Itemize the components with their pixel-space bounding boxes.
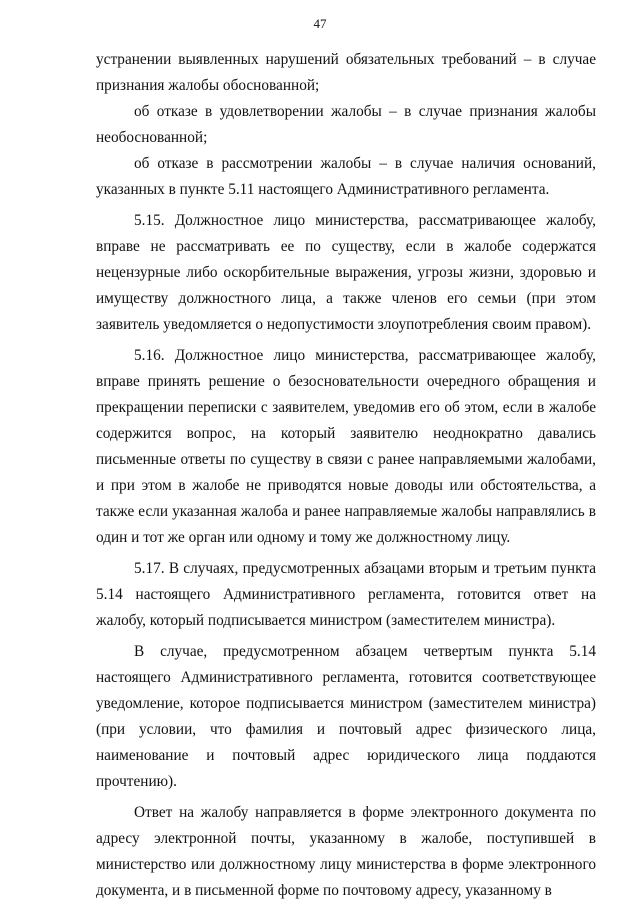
page-number: 47 — [313, 16, 327, 31]
paragraph-notification: В случае, предусмотренном абзацем четвертым пункта 5.14 настоящего Административного регламента, готовится соответствующее уведомление, которое подписывается министром (заместителем министра) (при условии, что фамилия и почтовый адрес физического лица, наименование и почтовый адрес юридического лица поддаются прочтению). — [96, 643, 596, 790]
paragraph-5-16: 5.16. Должностное лицо министерства, рассматривающее жалобу, вправе принять решение о безосновательности очередного обращения и прекращении переписки с заявителем, уведомив его об этом, если в жалобе содержится вопрос, на который заявителю неоднократно давались письменные ответы по существу в связи с ранее направляемыми жалобами, и при этом в жалобе не приводятся новые доводы или обстоятельства, а также если указанная жалоба и ранее направляемые жалобы направлялись в один и тот же орган или одному и тому же должностному лицу. — [96, 347, 596, 546]
document-body — [96, 47, 596, 904]
paragraph-5-17: 5.17. В случаях, предусмотренных абзацами вторым и третьим пункта 5.14 настоящего Административного регламента, готовится ответ на жалобу, который подписывается министром (заместителем министра). — [96, 560, 596, 629]
paragraph-5-15: 5.15. Должностное лицо министерства, рассматривающее жалобу, вправе не рассматривать ее по существу, если в жалобе содержатся нецензурные либо оскорбительные выражения, угрозы жизни, здоровью и имуществу должностного лица, а также членов его семьи (при этом заявитель уведомляется о недопустимости злоупотребления своим правом). — [96, 212, 596, 333]
paragraph-continuation: устранении выявленных нарушений обязательных требований – в случае признания жалобы обоснованной; — [96, 51, 596, 94]
paragraph-refusal-consideration: об отказе в рассмотрении жалобы – в случае наличия оснований, указанных в пункте 5.11 настоящего Административного регламента. — [96, 155, 596, 198]
paragraph-refusal-satisfaction: об отказе в удовлетворении жалобы – в случае признания жалобы необоснованной; — [96, 103, 596, 146]
paragraph-response-delivery: Ответ на жалобу направляется в форме электронного документа по адресу электронной почты, указанному в жалобе, поступившей в министерство или должностному лицу министерства в форме электронного документа, и в письменной форме по почтовому адресу, указанному в — [96, 804, 596, 899]
